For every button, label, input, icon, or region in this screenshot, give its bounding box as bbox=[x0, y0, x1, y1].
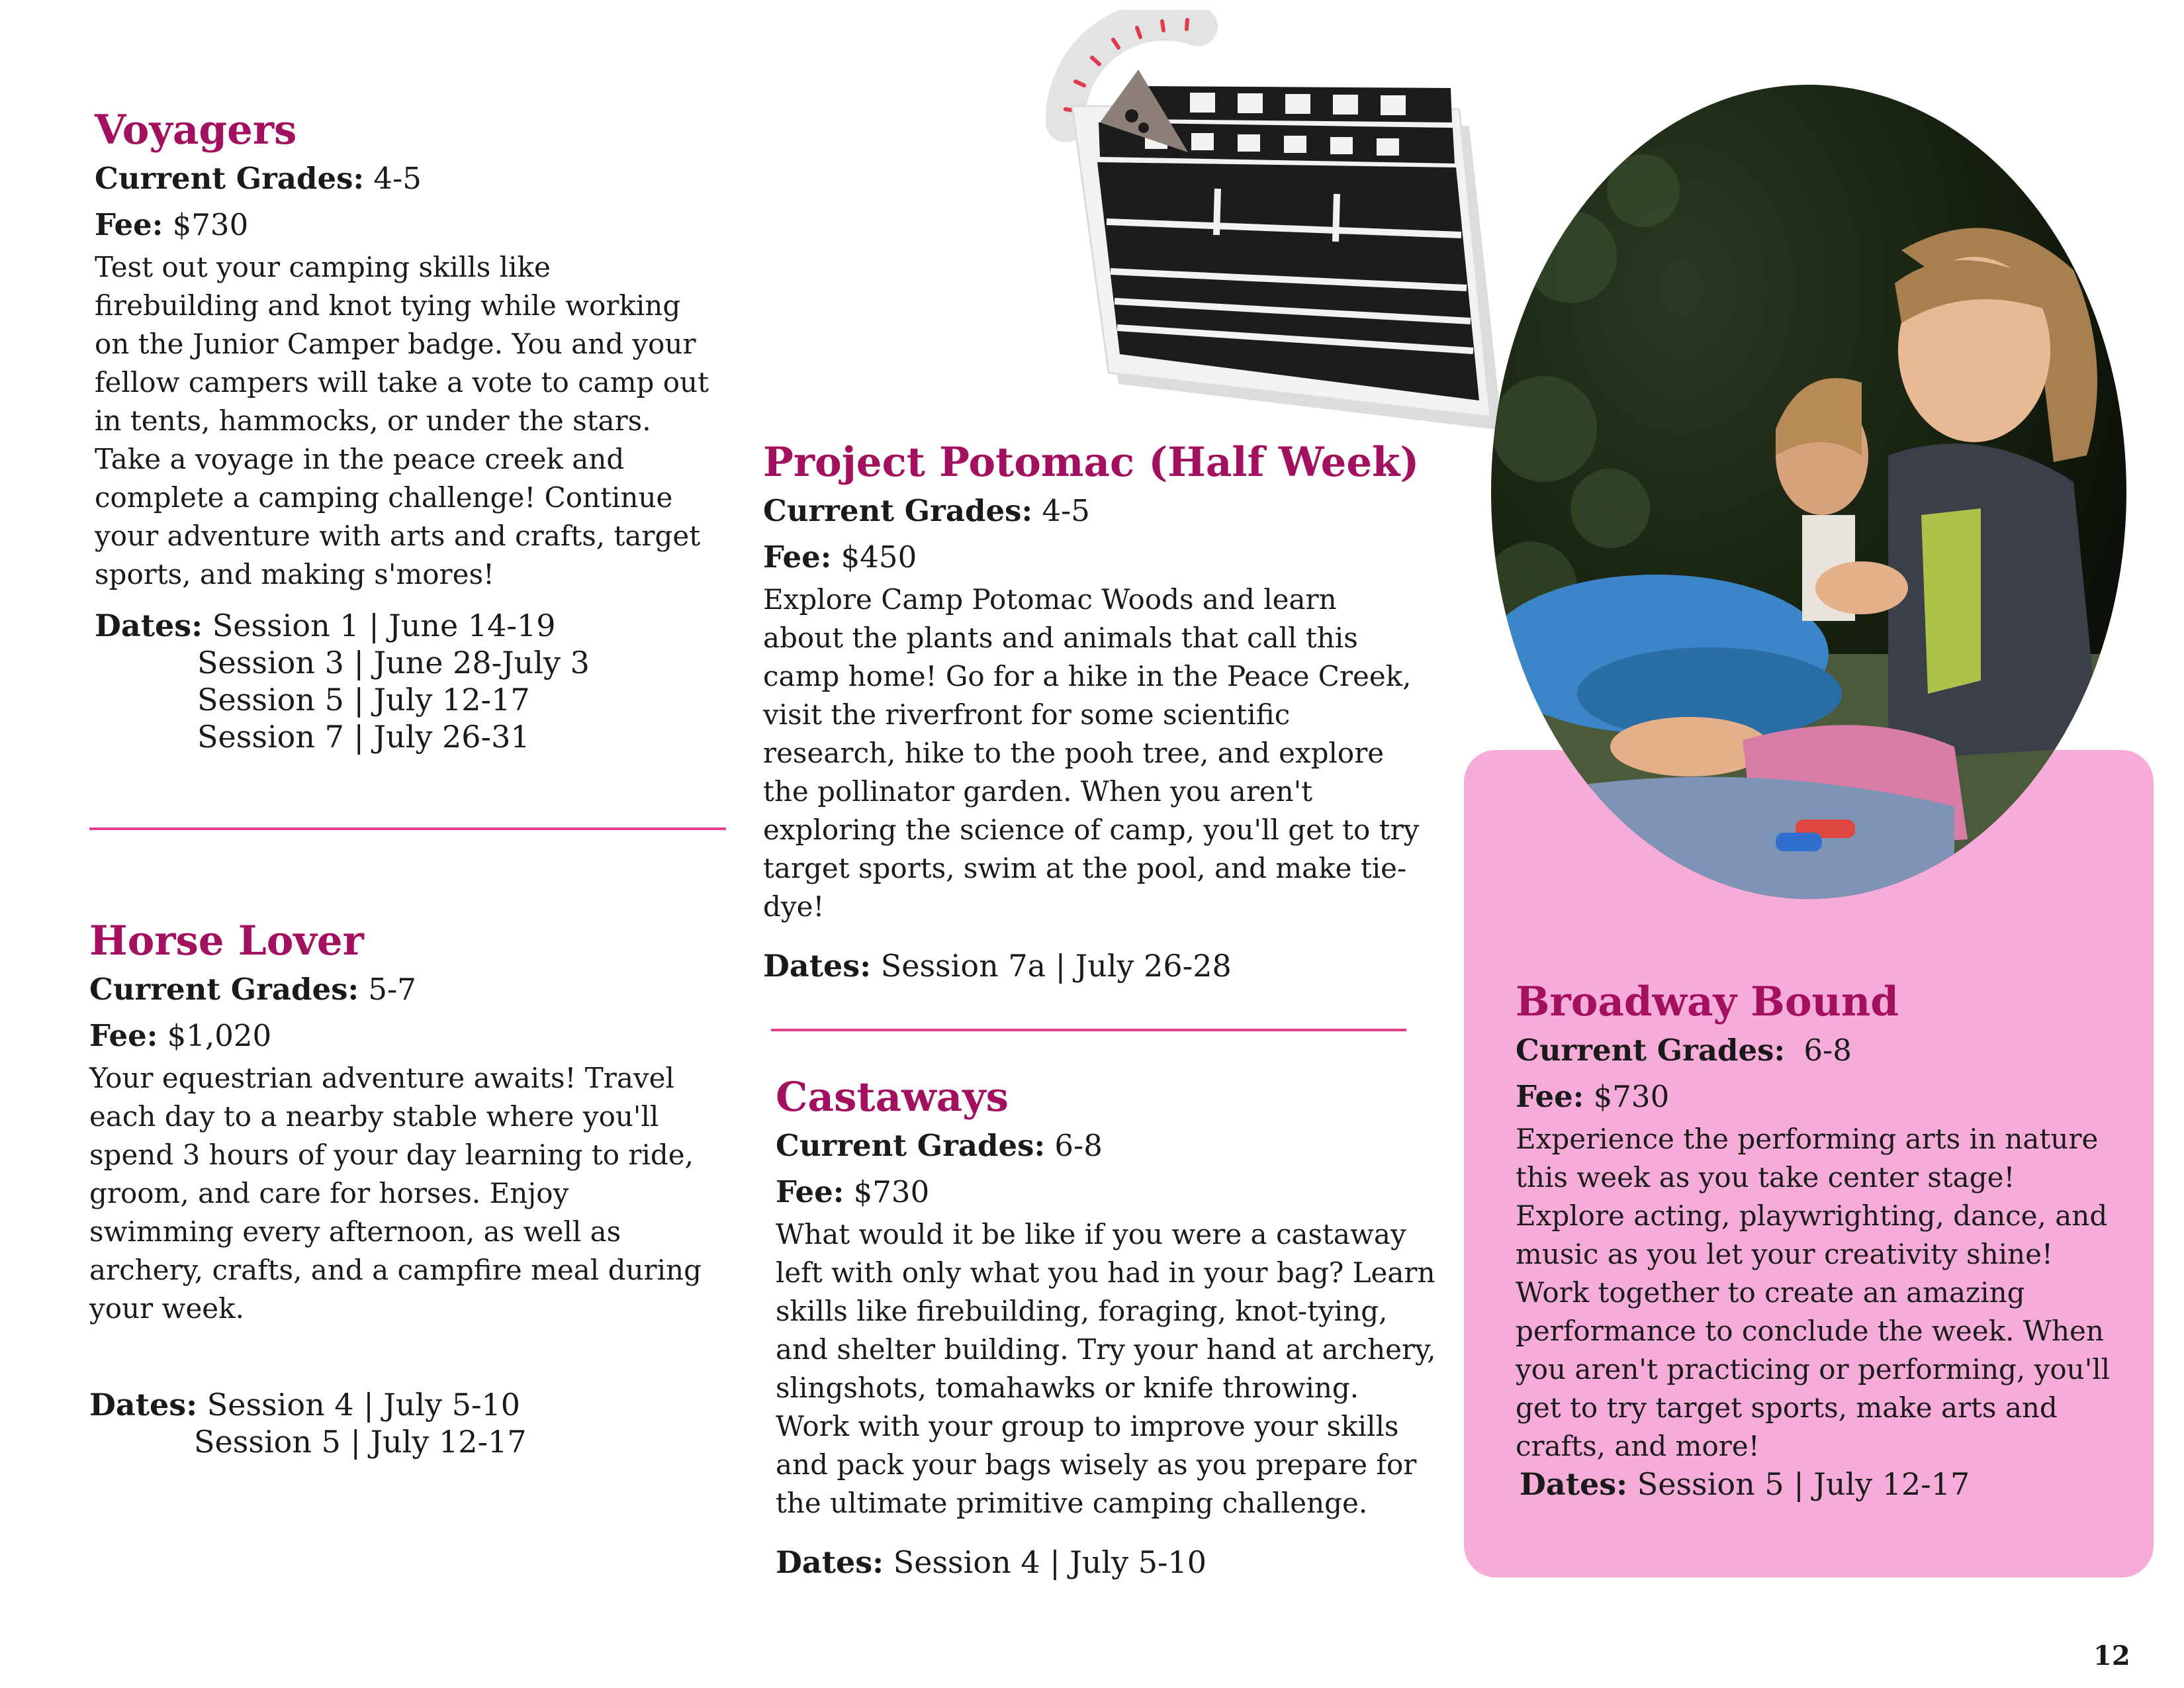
date-entry: Session 5 | July 12-17 bbox=[197, 681, 530, 718]
grades-label: Current Grades: bbox=[89, 972, 359, 1008]
date-entry: Session 4 | July 5-10 bbox=[893, 1544, 1207, 1580]
grades-label: Current Grades: bbox=[1516, 1033, 1786, 1068]
fee-line bbox=[95, 207, 717, 244]
dates-label: Dates: bbox=[1520, 1466, 1628, 1502]
program-voyagers bbox=[95, 108, 717, 755]
fee-value: $730 bbox=[853, 1174, 930, 1210]
grades-label: Current Grades: bbox=[763, 493, 1033, 529]
grades-line bbox=[763, 492, 1425, 530]
program-description: Experience the performing arts in nature this week as you take center stage! Explore acting, playwrighting, dance, and music as you let your creativity shine! Work together to create an amazing performance to conclude the week. When you aren't practicing or performing, you'll get to try target sports, make arts and crafts, and more! bbox=[1516, 1122, 2111, 1462]
date-entry: Session 3 | June 28-July 3 bbox=[197, 644, 590, 680]
campers-photo bbox=[1491, 85, 2126, 899]
dates-block bbox=[776, 1544, 1437, 1581]
program-title: Broadway Bound bbox=[1516, 978, 1899, 1025]
program-horse-lover bbox=[89, 919, 711, 1460]
fee-label: Fee: bbox=[1516, 1079, 1584, 1115]
program-title: Horse Lover bbox=[89, 917, 364, 964]
fee-label: Fee: bbox=[763, 539, 832, 575]
date-entry: Session 1 | June 14-19 bbox=[212, 607, 556, 643]
program-description: Explore Camp Potomac Woods and learn about the plants and animals that call this camp home! Go for a hike in the Peace Creek, visit the riverfront for some scientific research, hike to the pooh tree, and explore the pollinator garden. When you aren't exploring the science of camp, you'll get to try target sports, swim at the pool, and make tie-dye! bbox=[763, 583, 1420, 923]
dates-row bbox=[95, 607, 717, 644]
grades-value: 6-8 bbox=[1054, 1128, 1103, 1164]
grades-line bbox=[1516, 1032, 2131, 1069]
date-entry: Session 4 | July 5-10 bbox=[206, 1386, 521, 1423]
dates-block bbox=[1516, 1466, 2131, 1503]
grades-line bbox=[95, 160, 717, 197]
fee-label: Fee: bbox=[776, 1174, 844, 1210]
date-entry: Session 7a | July 26-28 bbox=[880, 947, 1232, 984]
program-title: Castaways bbox=[776, 1074, 1009, 1121]
dates-block bbox=[95, 607, 717, 755]
fee-label: Fee: bbox=[95, 207, 163, 243]
fee-label: Fee: bbox=[89, 1018, 158, 1054]
clapperboard-icon bbox=[1046, 10, 1509, 447]
fee-value: $730 bbox=[1593, 1079, 1670, 1115]
dates-label: Dates: bbox=[95, 607, 203, 643]
grades-value: 4-5 bbox=[373, 161, 422, 197]
program-broadway-bound bbox=[1516, 980, 2131, 1503]
grades-label: Current Grades: bbox=[776, 1128, 1046, 1164]
fee-line bbox=[89, 1017, 711, 1055]
program-description: Your equestrian adventure awaits! Travel each day to a nearby stable where you'll spend 3 hours of your day learning to ride, groom, and care for horses. Enjoy swimming every afternoon, as well as archery, crafts, and a campfire meal during your week. bbox=[89, 1061, 702, 1325]
fee-line bbox=[1516, 1078, 2131, 1115]
dates-block bbox=[89, 1386, 711, 1460]
page-number: 12 bbox=[2093, 1640, 2130, 1671]
grades-value: 5-7 bbox=[368, 972, 416, 1008]
program-project-potomac bbox=[763, 440, 1425, 984]
section-divider bbox=[89, 827, 726, 830]
section-divider bbox=[771, 1029, 1406, 1031]
fee-line bbox=[763, 539, 1425, 576]
program-castaways bbox=[776, 1075, 1437, 1581]
dates-row bbox=[776, 1544, 1437, 1581]
dates-label: Dates: bbox=[776, 1544, 884, 1580]
fee-value: $450 bbox=[841, 539, 917, 575]
grades-line bbox=[776, 1127, 1437, 1164]
grades-value: 4-5 bbox=[1042, 493, 1090, 529]
grades-value: 6-8 bbox=[1803, 1033, 1852, 1068]
dates-label: Dates: bbox=[763, 947, 872, 984]
fee-line bbox=[776, 1174, 1437, 1211]
dates-block bbox=[763, 947, 1425, 984]
program-description: Test out your camping skills like firebuilding and knot tying while working on the Junior Camper badge. You and your fellow campers will take a vote to camp out in tents, hammocks, or under the stars. Take a voyage in the peace creek and complete a camping challenge! Continue your adventure with arts and crafts, target sports, and making s'mores! bbox=[95, 250, 709, 590]
program-title: Voyagers bbox=[95, 107, 297, 154]
dates-label: Dates: bbox=[89, 1386, 198, 1423]
date-entry: Session 5 | July 12-17 bbox=[1637, 1466, 1970, 1502]
date-entry: Session 7 | July 26-31 bbox=[197, 718, 530, 755]
grades-line bbox=[89, 971, 711, 1008]
fee-value: $1,020 bbox=[167, 1018, 272, 1054]
program-description: What would it be like if you were a castaway left with only what you had in your bag? Learn skills like firebuilding, foraging, knot-tying, and shelter building. Try your hand at archery, slingshots, tomahawks or knife throwing. Work with your group to improve your skills and pack your bags wisely as you prepare for the ultimate primitive camping challenge. bbox=[776, 1217, 1436, 1519]
dates-row bbox=[763, 947, 1425, 984]
program-title: Project Potomac (Half Week) bbox=[763, 439, 1420, 486]
date-entry: Session 5 | July 12-17 bbox=[194, 1423, 527, 1460]
grades-label: Current Grades: bbox=[95, 161, 365, 197]
fee-value: $730 bbox=[172, 207, 249, 243]
dates-row bbox=[1520, 1466, 2131, 1503]
dates-row bbox=[89, 1386, 711, 1423]
